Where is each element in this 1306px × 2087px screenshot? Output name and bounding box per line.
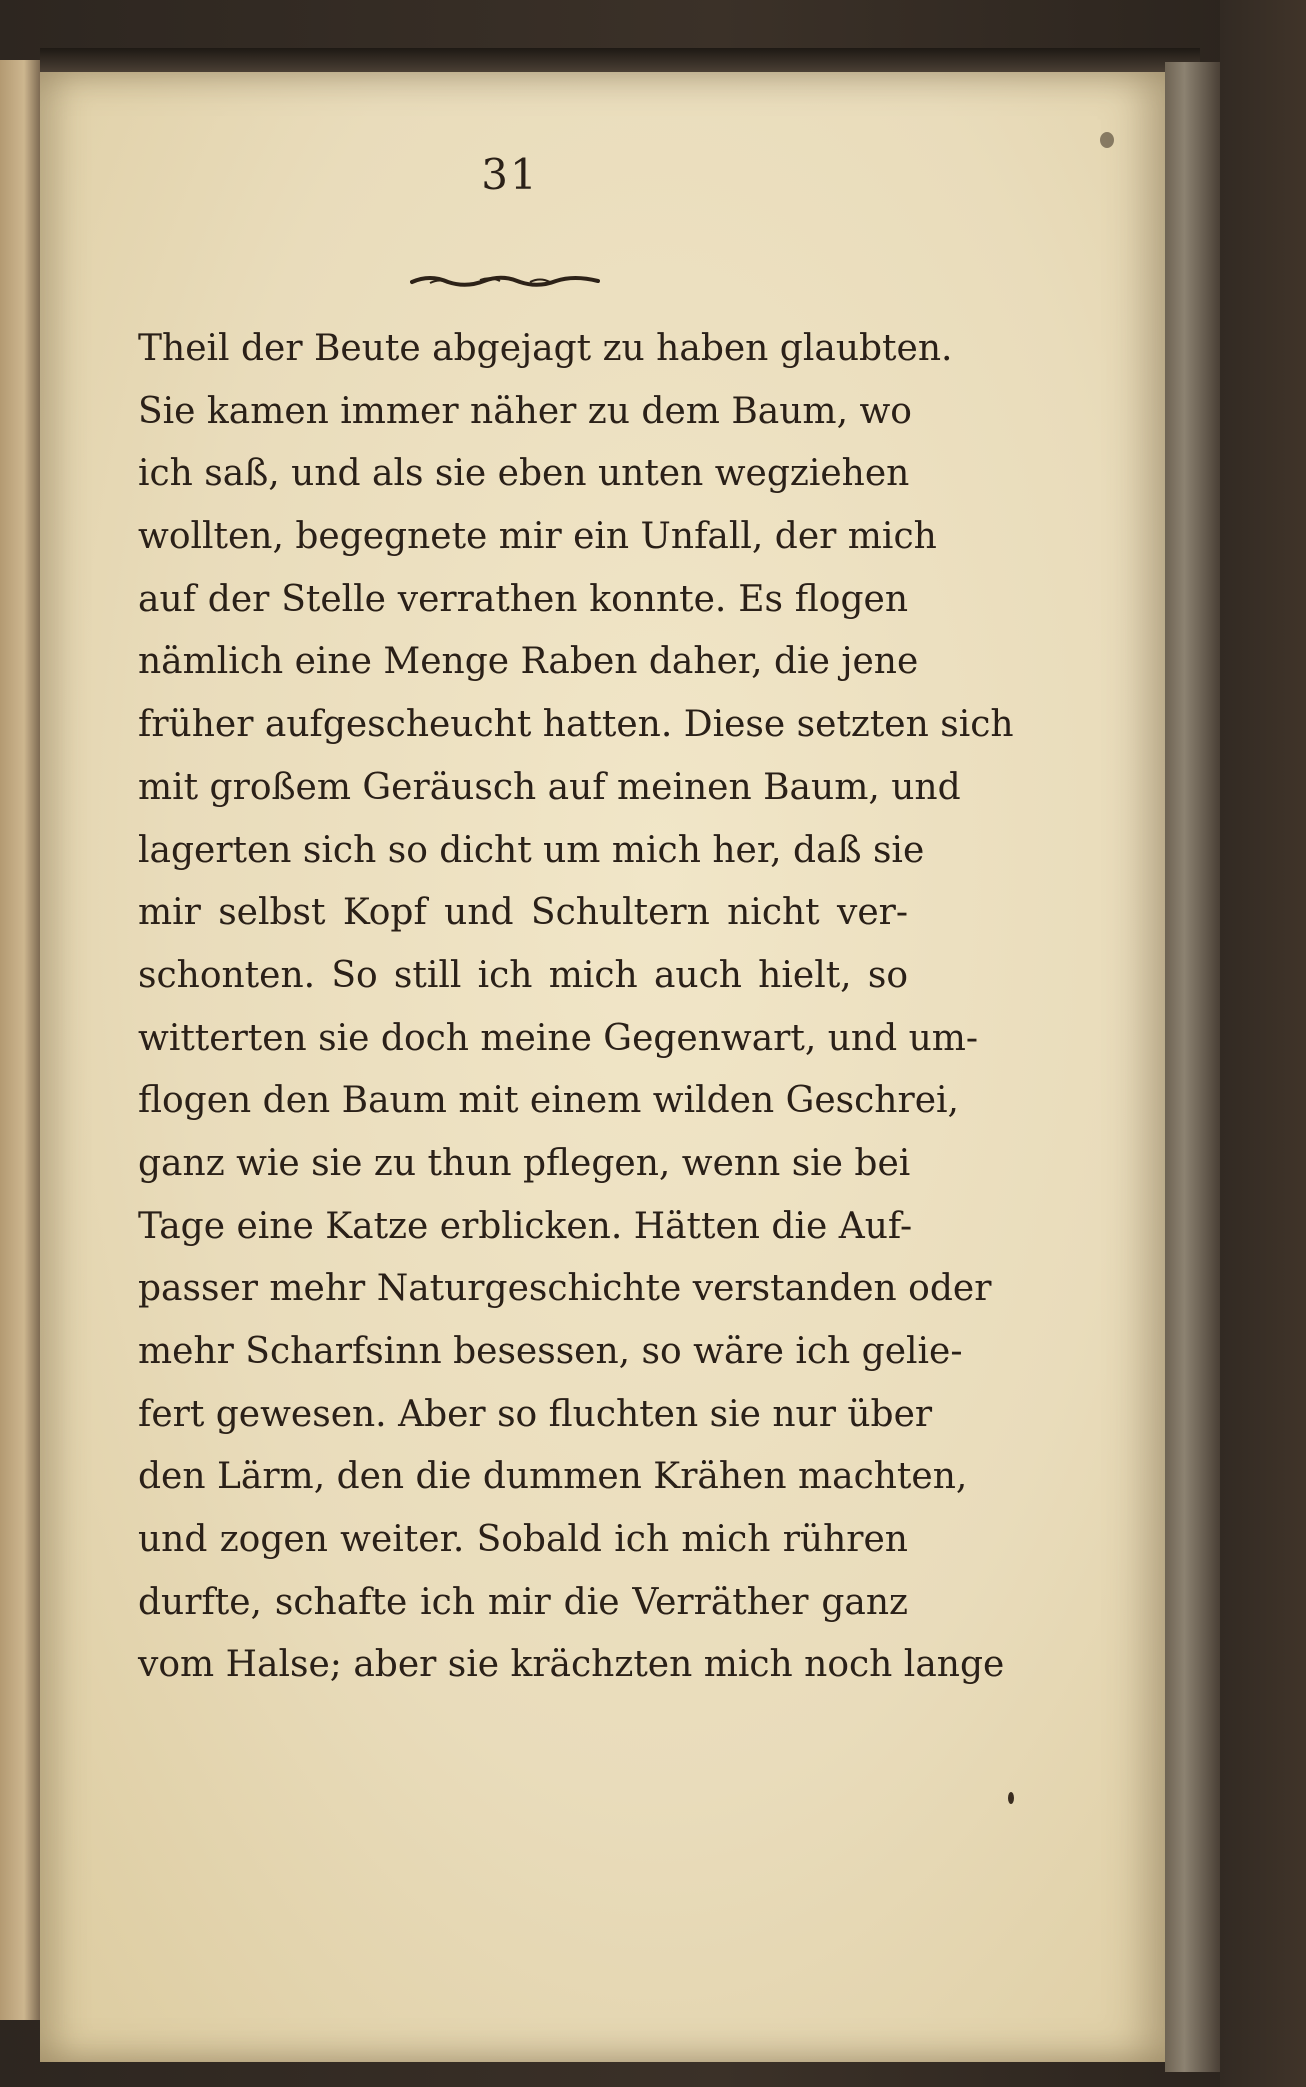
ornament-divider xyxy=(410,272,600,290)
left-page-edge xyxy=(0,60,40,2020)
body-text xyxy=(138,318,1014,1697)
text-line: ganz wie sie zu thun pflegen, wenn sie bei xyxy=(138,1142,911,1184)
text-line: vom Halse; aber sie krächzten mich noch lange xyxy=(138,1644,1005,1686)
text-line: passer mehr Naturgeschichte verstanden oder xyxy=(138,1268,992,1310)
text-line: nämlich eine Menge Raben daher, die jene xyxy=(138,641,919,683)
text-line: ich saß, und als sie eben unten wegziehen xyxy=(138,453,910,495)
text-line: mit großem Geräusch auf meinen Baum, und xyxy=(138,766,961,808)
text-line: den Lärm, den die dummen Krähen machten, xyxy=(138,1456,968,1498)
text-line: wollten, begegnete mir ein Unfall, der mich xyxy=(138,516,937,558)
text-line: und zogen weiter. Sobald ich mich rühren xyxy=(138,1519,908,1561)
book-top-edge xyxy=(40,48,1200,72)
text-line: Sie kamen immer näher zu dem Baum, wo xyxy=(138,390,912,432)
page-stack-edge xyxy=(1165,62,1220,2072)
text-line: schonten. So still ich mich auch hielt, so xyxy=(138,954,908,996)
text-line: mehr Scharfsinn besessen, so wäre ich gelie- xyxy=(138,1331,963,1372)
text-line: Theil der Beute abgejagt zu haben glaubten. xyxy=(138,328,953,369)
text-line: auf der Stelle verrathen konnte. Es flogen xyxy=(138,578,908,620)
book-cover-board xyxy=(1220,0,1306,2087)
text-line: früher aufgescheucht hatten. Diese setzten sich xyxy=(138,704,1014,746)
ink-speck xyxy=(1100,132,1114,148)
text-line: lagerten sich so dicht um mich her, daß sie xyxy=(138,829,925,871)
text-line: fert gewesen. Aber so fluchten sie nur über xyxy=(138,1393,933,1435)
text-line: witterten sie doch meine Gegenwart, und um- xyxy=(138,1017,979,1059)
text-line: durfte, schafte ich mir die Verräther ganz xyxy=(138,1581,908,1623)
page-number: 31 xyxy=(481,150,539,199)
text-line: flogen den Baum mit einem wilden Geschrei, xyxy=(138,1080,959,1122)
ink-speck xyxy=(1008,1792,1014,1804)
text-line: Tage eine Katze erblicken. Hätten die Auf- xyxy=(138,1205,913,1247)
text-line: mir selbst Kopf und Schultern nicht ver- xyxy=(138,892,908,934)
